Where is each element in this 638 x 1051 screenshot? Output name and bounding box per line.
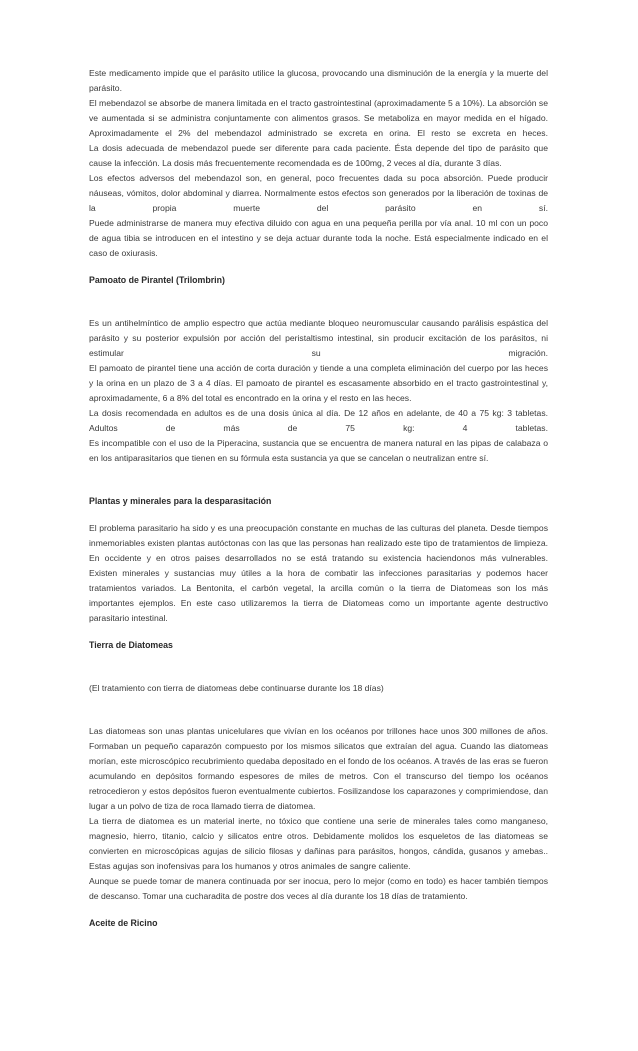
diatomeas-note: (El tratamiento con tierra de diatomeas debe continuarse durante los 18 días) (89, 683, 384, 693)
plantas-paragraph: El problema parasitario ha sido y es una preocupación constante en muchas de las culturas del planeta. Desde tiempos inmemoriables existen plantas autóctonas con las que las personas han realizado este tipo de tratamientos de limpieza. En occidente y en otros paises desarrollados no se está tratando su existencia haciendonos más vulnerables. (89, 523, 548, 563)
intro-paragraph: El mebendazol se absorbe de manera limitada en el tracto gastrointestinal (aproximadamente 5 a 10%). La absorción se ve aumentada si se administra conjuntamente con alimentos grasos. Se metaboliza en mayor medida en el hígado. Aproximadamente el 2% del mebendazol administrado se excreta en orina. El resto se excreta en heces. (89, 98, 548, 138)
pirantel-paragraph: Es un antihelmíntico de amplio espectro que actúa mediante bloqueo neuromuscular causando parálisis espástica del parásito y su posterior expulsión por acción del peristaltismo intestinal, sin producir excitación de los parásitos, ni estimular su migración. (89, 318, 548, 358)
diatomeas-paragraph: La tierra de diatomea es un material inerte, no tóxico que contiene una serie de minerales tales como manganeso, magnesio, hierro, titanio, calcio y silicatos entre otros. Debidamente molidos los esqueletos de las diatomeas se convierten en microscópicas agujas de silicio filosas y dañinas para parásitos, hongos, cándida, gusanos y amebas.. Estas agujas son inofensivas para los humanos y otros animales de sangre caliente. (89, 816, 548, 871)
plantas-paragraph: Existen minerales y sustancias muy útiles a la hora de combatir las infecciones parasitarias y podemos hacer tratamientos variados. La Bentonita, el carbón vegetal, la arcilla común o la tierra de Diatomeas son los más importantes ejemplos. En este caso utilizaremos la tierra de Diatomeas como un importante agente destructivo parasitario intestinal. (89, 568, 548, 623)
diatomeas-paragraph: Aunque se puede tomar de manera continuada por ser inocua, pero lo mejor (como en todo) es hacer también tiempos de descanso. Tomar una cucharadita de postre dos veces al día durante los 18 días de tratamiento. (89, 876, 548, 901)
intro-paragraph: Puede administrarse de manera muy efectiva diluido con agua en una pequeña perilla por vía anal. 10 ml con un poco de agua tibia se introducen en el intestino y se deja actuar durante toda la noche. Está especialmente indicado en el caso de oxiurasis. (89, 218, 548, 258)
section-heading-ricino: Aceite de Ricino (89, 918, 158, 928)
diatomeas-paragraph: Las diatomeas son unas plantas unicelulares que vivían en los océanos por trillones hace unos 300 millones de años. Formaban un pequeño caparazón compuesto por los mismos silicatos que extraían del agua. Cuando las diatomeas morían, este microscópico recubrimiento quedaba depositado en el fondo de los océanos. A través de las eras se fueron acumulando en depósitos formando espesores de miles de metros. Con el transcurso del tiempo los océanos retrocedieron y estos depósitos fueron eventualmente cubiertos. Fosilizandose los caparazones y comprimiendose, dan lugar a un polvo de tiza de roca llamado tierra de diatomea. (89, 726, 548, 811)
intro-paragraph: La dosis adecuada de mebendazol puede ser diferente para cada paciente. Ésta depende del tipo de parásito que cause la infección. La dosis más frecuentemente recomendada es de 100mg, 2 veces al día, durante 3 días. (89, 143, 548, 168)
pirantel-paragraph: La dosis recomendada en adultos es de una dosis única al día. De 12 años en adelante, de 40 a 75 kg: 3 tabletas. Adultos de más de 75 kg: 4 tabletas. (89, 408, 548, 433)
pirantel-paragraph: El pamoato de pirantel tiene una acción de corta duración y tiende a una completa eliminación del cuerpo por las heces y la orina en un plazo de 3 a 4 días. El pamoato de pirantel es escasamente absorbido en el tracto gastrointestinal y, aproximadamente, 6 a 8% del total es encontrado en la orina y el resto en las heces. (89, 363, 548, 403)
section-heading-pirantel: Pamoato de Pirantel (Trilombrin) (89, 275, 225, 285)
section-heading-plantas: Plantas y minerales para la desparasitación (89, 496, 272, 506)
section-heading-diatomeas: Tierra de Diatomeas (89, 640, 173, 650)
intro-paragraph: Los efectos adversos del mebendazol son, en general, poco frecuentes dada su poca absorción. Puede producir náuseas, vómitos, dolor abdominal y diarrea. Normalmente estos efectos son generados por la liberación de toxinas de la propia muerte del parásito en sí. (89, 173, 548, 213)
document-page (89, 66, 548, 931)
intro-paragraph: Este medicamento impide que el parásito utilice la glucosa, provocando una disminución de la energía y la muerte del parásito. (89, 68, 548, 93)
pirantel-paragraph: Es incompatible con el uso de la Piperacina, sustancia que se encuentra de manera natural en las pipas de calabaza o en los antiparasitarios que tienen en su fórmula esta sustancia ya que se cancelan o neutralizan entre sí. (89, 438, 548, 463)
